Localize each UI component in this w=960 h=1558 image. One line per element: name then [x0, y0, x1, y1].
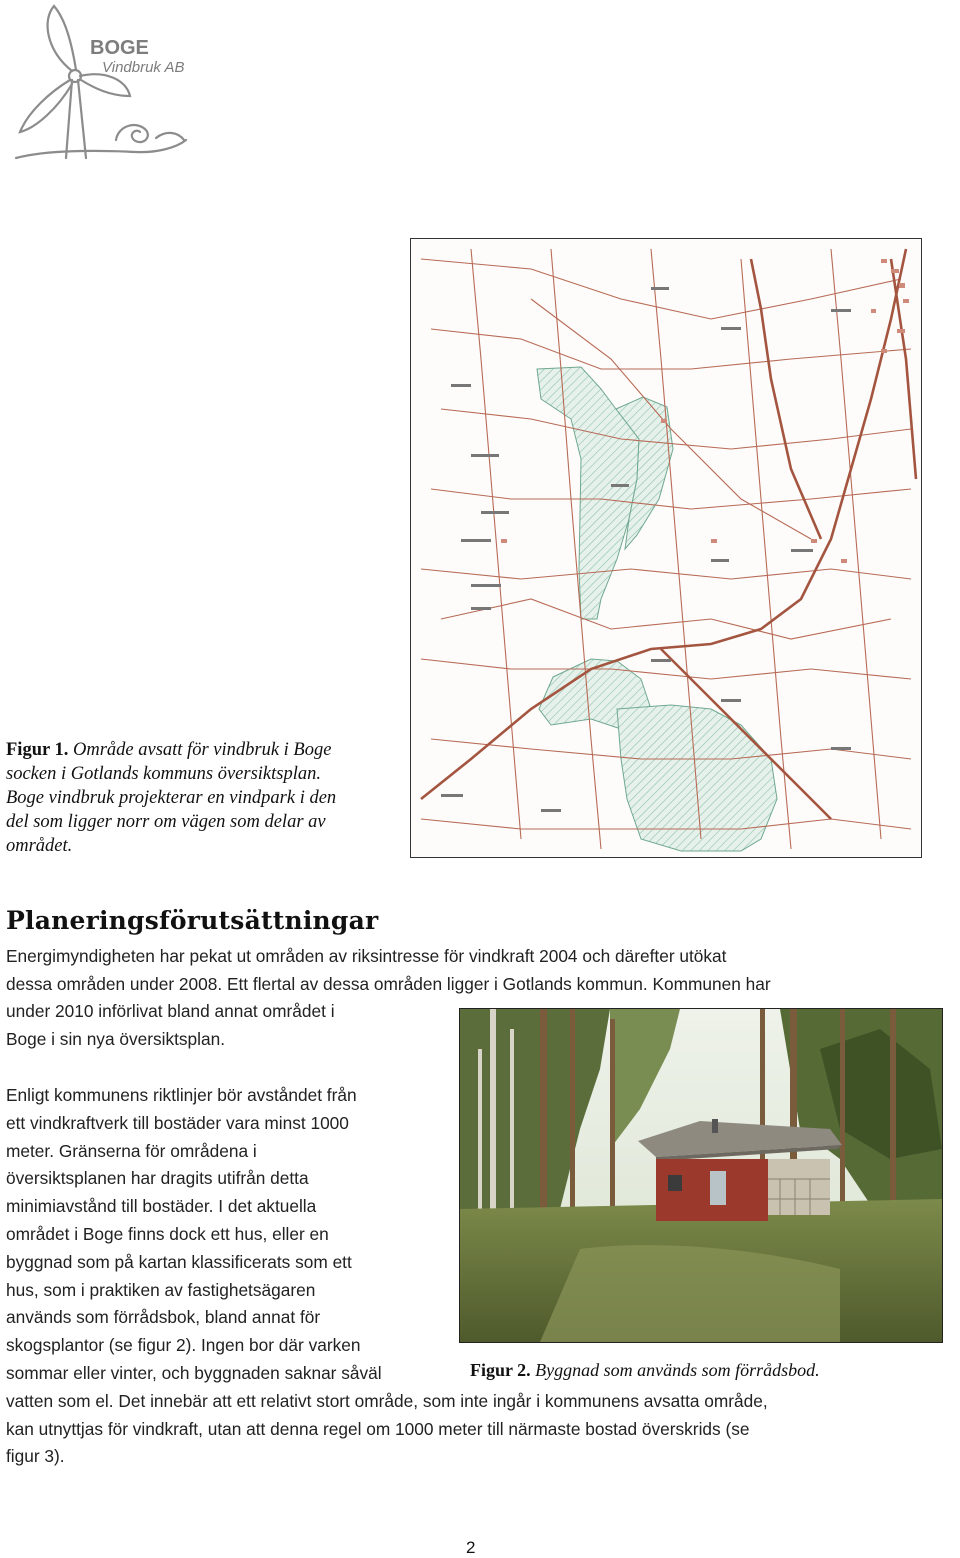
- text-line: sommar eller vinter, och byggnaden saknar såväl: [6, 1363, 382, 1383]
- figure1-caption: [6, 738, 386, 858]
- text-line: ett vindkraftverk till bostäder vara minst 1000: [6, 1112, 349, 1133]
- figure1-caption-line: området.: [6, 836, 73, 856]
- figure1-label: Figur 1.: [6, 740, 69, 760]
- figure1-caption-line: del som ligger norr om vägen som delar av: [6, 812, 326, 832]
- text-line: dessa områden under 2008. Ett flertal av dessa områden ligger i Gotlands kommun. Kommunen har: [6, 973, 771, 994]
- text-line: under 2010 införlivat bland annat området i: [6, 1001, 335, 1021]
- text-line: byggnad som på kartan klassificerats som ett: [6, 1251, 352, 1272]
- text-line: skogsplantor (se figur 2). Ingen bor där varken: [6, 1335, 361, 1356]
- overview-map: [410, 238, 922, 858]
- figure2-label: Figur 2.: [470, 1360, 531, 1380]
- logo-name: BOGE: [90, 37, 149, 59]
- figure1-caption-line: Boge vindbruk projekterar en vindpark i den: [6, 788, 337, 808]
- company-logo: [6, 0, 236, 170]
- figure1-caption-line: socken i Gotlands kommuns översiktsplan.: [6, 764, 321, 784]
- text-line: Energimyndigheten har pekat ut områden av riksintresse för vindkraft 2004 och därefter utökat: [6, 946, 727, 966]
- figure2-caption-text: Byggnad som används som förrådsbod.: [535, 1360, 820, 1380]
- text-line: Boge i sin nya översiktsplan.: [6, 1028, 226, 1049]
- text-line: meter. Gränserna för områdena i: [6, 1140, 257, 1161]
- text-line: området i Boge finns dock ett hus, eller en: [6, 1223, 329, 1244]
- section-heading: Planeringsförutsättningar: [6, 906, 379, 935]
- text-line: Enligt kommunens riktlinjer bör avståndet från: [6, 1085, 357, 1105]
- text-line: används som förrådsbok, bland annat för: [6, 1307, 321, 1328]
- page-number: 2: [466, 1538, 476, 1557]
- text-line: vatten som el. Det innebär att ett relativt stort område, som inte ingår i kommunens avsatta område,: [6, 1390, 768, 1411]
- shed-photo: [459, 1008, 943, 1343]
- text-line: hus, som i praktiken av fastighetsägaren: [6, 1279, 316, 1300]
- paragraph-guidelines: [6, 1082, 454, 1360]
- text-line: kan utnyttjas för vindkraft, utan att denna regel om 1000 meter till närmaste bostad överskrids (se: [6, 1418, 750, 1439]
- paragraph-guidelines-continued: [6, 1360, 946, 1471]
- text-line: minimiavstånd till bostäder. I det aktuella: [6, 1196, 317, 1217]
- logo-subtitle: Vindbruk AB: [102, 59, 185, 76]
- shed: [638, 1119, 842, 1221]
- text-line: översiktsplanen har dragits utifrån detta: [6, 1168, 309, 1189]
- text-line: figur 3).: [6, 1446, 65, 1467]
- figure1-caption-line: Område avsatt för vindbruk i Boge: [72, 740, 332, 760]
